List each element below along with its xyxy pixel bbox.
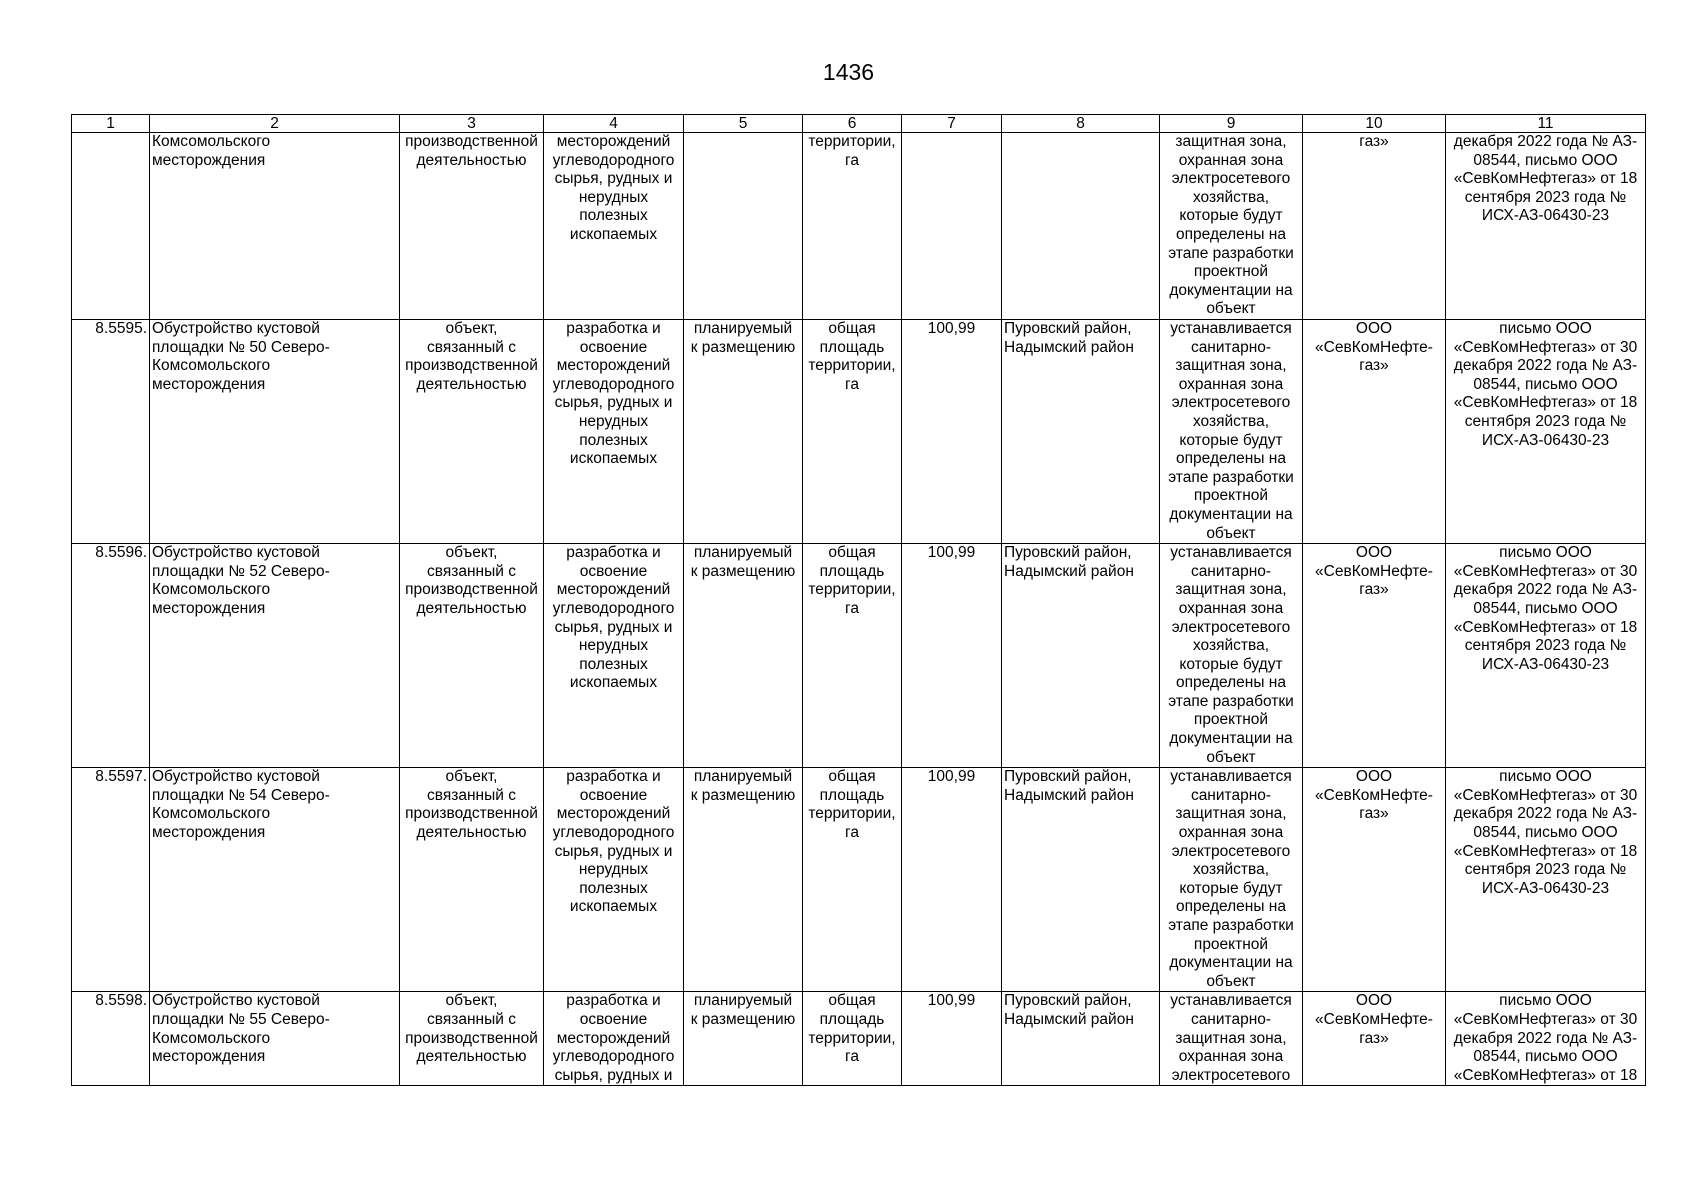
location: Пуровский район, Надымский район <box>1002 768 1160 992</box>
characteristic: общая площадь территории, га <box>803 320 902 544</box>
row-number: 8.5597. <box>72 768 150 992</box>
object-type: производственной деятельностью <box>400 133 544 320</box>
object-status: планируемый к размещению <box>684 544 803 768</box>
characteristic: общая площадь территории, га <box>803 768 902 992</box>
object-status: планируемый к размещению <box>684 992 803 1086</box>
restricted-zone: устанавливается санитарно- защитная зона, охранная зона электросетевого хозяйства, которые будут определены на этапе разработки проектной документации на объект <box>1160 320 1303 544</box>
column-header: 4 <box>544 115 684 133</box>
object-type: объект, связанный с производственной деятельностью <box>400 544 544 768</box>
row-number: 8.5596. <box>72 544 150 768</box>
table-row <box>72 133 1646 320</box>
object-purpose: разработка и освоение месторождений углеводородного сырья, рудных и нерудных полезных ископаемых <box>544 768 684 992</box>
page-number: 1436 <box>822 59 875 85</box>
object-name: Комсомольского месторождения <box>150 133 400 320</box>
object-status: планируемый к размещению <box>684 320 803 544</box>
basis-document: письмо ООО «СевКомНефтегаз» от 30 декабря 2022 года № АЗ- 08544, письмо ООО «СевКомНефтегаз» от 18 сентября 2023 года № ИСХ-АЗ-06430-23 <box>1446 544 1646 768</box>
characteristic: общая площадь территории, га <box>803 544 902 768</box>
organization: газ» <box>1303 133 1446 320</box>
basis-document: письмо ООО «СевКомНефтегаз» от 30 декабря 2022 года № АЗ- 08544, письмо ООО «СевКомНефтегаз» от 18 сентября 2023 года № ИСХ-АЗ-06430-23 <box>1446 768 1646 992</box>
object-purpose: разработка и освоение месторождений углеводородного сырья, рудных и нерудных полезных ископаемых <box>544 320 684 544</box>
area-value <box>902 133 1002 320</box>
organization: ООО «СевКомНефте- газ» <box>1303 320 1446 544</box>
row-number: 8.5595. <box>72 320 150 544</box>
object-type: объект, связанный с производственной деятельностью <box>400 992 544 1086</box>
location: Пуровский район, Надымский район <box>1002 992 1160 1086</box>
object-purpose: разработка и освоение месторождений углеводородного сырья, рудных и <box>544 992 684 1086</box>
object-name: Обустройство кустовой площадки № 54 Северо- Комсомольского месторождения <box>150 768 400 992</box>
object-name: Обустройство кустовой площадки № 52 Северо- Комсомольского месторождения <box>150 544 400 768</box>
column-header: 10 <box>1303 115 1446 133</box>
organization: ООО «СевКомНефте- газ» <box>1303 992 1446 1086</box>
characteristic: территории, га <box>803 133 902 320</box>
table-row <box>72 544 1646 768</box>
restricted-zone: защитная зона, охранная зона электросетевого хозяйства, которые будут определены на этапе разработки проектной документации на объект <box>1160 133 1303 320</box>
area-value: 100,99 <box>902 992 1002 1086</box>
column-header: 7 <box>902 115 1002 133</box>
row-number <box>72 133 150 320</box>
restricted-zone: устанавливается санитарно- защитная зона, охранная зона электросетевого хозяйства, которые будут определены на этапе разработки проектной документации на объект <box>1160 768 1303 992</box>
object-status <box>684 133 803 320</box>
object-purpose: месторождений углеводородного сырья, рудных и нерудных полезных ископаемых <box>544 133 684 320</box>
organization: ООО «СевКомНефте- газ» <box>1303 544 1446 768</box>
column-number-row <box>72 115 1646 133</box>
basis-document: письмо ООО «СевКомНефтегаз» от 30 декабря 2022 года № АЗ- 08544, письмо ООО «СевКомНефтегаз» от 18 <box>1446 992 1646 1086</box>
table-row <box>72 768 1646 992</box>
row-number: 8.5598. <box>72 992 150 1086</box>
object-type: объект, связанный с производственной деятельностью <box>400 320 544 544</box>
column-header: 5 <box>684 115 803 133</box>
area-value: 100,99 <box>902 768 1002 992</box>
restricted-zone: устанавливается санитарно- защитная зона, охранная зона электросетевого хозяйства, которые будут определены на этапе разработки проектной документации на объект <box>1160 544 1303 768</box>
organization: ООО «СевКомНефте- газ» <box>1303 768 1446 992</box>
area-value: 100,99 <box>902 544 1002 768</box>
register-table <box>71 114 1646 1086</box>
object-status: планируемый к размещению <box>684 768 803 992</box>
table-row <box>72 320 1646 544</box>
characteristic: общая площадь территории, га <box>803 992 902 1086</box>
column-header: 11 <box>1446 115 1646 133</box>
object-purpose: разработка и освоение месторождений углеводородного сырья, рудных и нерудных полезных ископаемых <box>544 544 684 768</box>
object-name: Обустройство кустовой площадки № 50 Северо- Комсомольского месторождения <box>150 320 400 544</box>
area-value: 100,99 <box>902 320 1002 544</box>
column-header: 3 <box>400 115 544 133</box>
location: Пуровский район, Надымский район <box>1002 544 1160 768</box>
object-type: объект, связанный с производственной деятельностью <box>400 768 544 992</box>
column-header: 6 <box>803 115 902 133</box>
column-header: 2 <box>150 115 400 133</box>
location <box>1002 133 1160 320</box>
basis-document: декабря 2022 года № АЗ- 08544, письмо ООО «СевКомНефтегаз» от 18 сентября 2023 года № ИСХ-АЗ-06430-23 <box>1446 133 1646 320</box>
column-header: 9 <box>1160 115 1303 133</box>
basis-document: письмо ООО «СевКомНефтегаз» от 30 декабря 2022 года № АЗ- 08544, письмо ООО «СевКомНефтегаз» от 18 сентября 2023 года № ИСХ-АЗ-06430-23 <box>1446 320 1646 544</box>
table-row <box>72 992 1646 1086</box>
column-header: 1 <box>72 115 150 133</box>
restricted-zone: устанавливается санитарно- защитная зона, охранная зона электросетевого <box>1160 992 1303 1086</box>
location: Пуровский район, Надымский район <box>1002 320 1160 544</box>
object-name: Обустройство кустовой площадки № 55 Северо- Комсомольского месторождения <box>150 992 400 1086</box>
column-header: 8 <box>1002 115 1160 133</box>
